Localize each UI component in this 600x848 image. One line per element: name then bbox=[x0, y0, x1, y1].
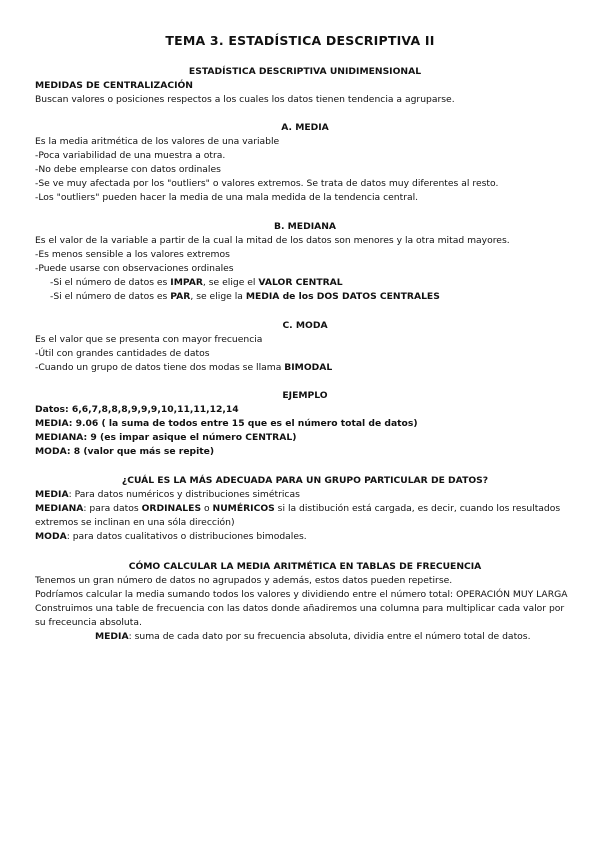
subtitle: ESTADÍSTICA DESCRIPTIVA UNIDIMENSIONAL bbox=[188, 66, 422, 77]
medidas-desc: Buscan valores o posiciones respectos a los cuales los datos tienen tendencia a agruparse. bbox=[35, 94, 455, 105]
cual-mediana-line bbox=[35, 502, 575, 530]
ejemplo-mediana: MEDIANA: 9 (es impar asique el número CENTRAL) bbox=[35, 432, 297, 443]
section-cual bbox=[35, 474, 575, 544]
ejemplo-media: MEDIA: 9.06 ( la suma de todos entre 15 que es el número total de datos) bbox=[35, 418, 418, 429]
moda-line-1: Es el valor que se presenta con mayor frecuencia bbox=[35, 334, 263, 345]
moda-heading: C. MODA bbox=[282, 320, 328, 331]
cual-heading: ¿CUÁL ES LA MÁS ADECUADA PARA UN GRUPO PARTICULAR DE DATOS? bbox=[121, 475, 489, 486]
como-line-1: Tenemos un gran número de datos no agrupados y además, estos datos pueden repetirse. bbox=[35, 575, 453, 586]
moda-line-3 bbox=[35, 361, 575, 375]
section-mediana bbox=[35, 220, 575, 304]
medidas-heading: MEDIDAS DE CENTRALIZACIÓN bbox=[35, 80, 193, 91]
media-line-5: -Los "outliers" pueden hacer la media de una mala medida de la tendencia central. bbox=[35, 192, 419, 203]
media-line-2: -Poca variabilidad de una muestra a otra. bbox=[35, 150, 226, 161]
mediana-l4-impar: IMPAR bbox=[170, 277, 203, 288]
media-heading: A. MEDIA bbox=[281, 122, 329, 133]
section-medidas bbox=[35, 79, 575, 107]
mediana-l5-par: PAR bbox=[170, 291, 191, 302]
como-line-3: Construimos una table de frecuencia con las datos donde añadiremos una columna para multiplicar cada valor por su freceuncia absoluta. bbox=[35, 603, 565, 628]
cual-mediana-text-c: o bbox=[201, 503, 213, 514]
cual-mediana-text-e: si la distibución está cargada, es decir, cuando los resultados extremos se inclinan en una sóla dirección) bbox=[35, 503, 561, 528]
mediana-line-1: Es el valor de la variable a partir de la cual la mitad de los datos son menores y la otra mitad mayores. bbox=[35, 235, 510, 246]
mediana-l4-text-a: -Si el número de datos es bbox=[50, 277, 171, 288]
cual-mediana-ordinales: ORDINALES bbox=[141, 503, 202, 514]
ejemplo-moda: MODA: 8 (valor que más se repite) bbox=[35, 446, 215, 457]
moda-l3-bimodal: BIMODAL bbox=[284, 362, 333, 373]
mediana-l4-text-c: , se elige el bbox=[202, 277, 259, 288]
media-line-3: -No debe emplearse con datos ordinales bbox=[35, 164, 221, 175]
media-line-1: Es la media aritmética de los valores de una variable bbox=[35, 136, 280, 147]
mediana-l5-text-c: , se elige la bbox=[190, 291, 246, 302]
page-title: TEMA 3. ESTADÍSTICA DESCRIPTIVA II bbox=[165, 33, 435, 48]
mediana-line-2: -Es menos sensible a los valores extremos bbox=[35, 249, 230, 260]
section-como bbox=[35, 560, 575, 644]
cual-media-label: MEDIA bbox=[35, 489, 69, 500]
como-line-4 bbox=[35, 630, 575, 644]
section-moda bbox=[35, 319, 575, 375]
section-media bbox=[35, 121, 575, 205]
mediana-heading: B. MEDIANA bbox=[273, 221, 337, 232]
mediana-l4-valor-central: VALOR CENTRAL bbox=[258, 277, 343, 288]
mediana-line-4 bbox=[35, 276, 575, 290]
media-line-4: -Se ve muy afectada por los "outliers" o valores extremos. Se trata de datos muy diferentes al resto. bbox=[35, 178, 499, 189]
section-ejemplo bbox=[35, 389, 575, 459]
cual-moda-line bbox=[35, 530, 575, 544]
cual-moda-label: MODA bbox=[35, 531, 67, 542]
mediana-l5-media-centrales: MEDIA de los DOS DATOS CENTRALES bbox=[245, 291, 440, 302]
cual-media-text: : Para datos numéricos y distribuciones simétricas bbox=[68, 489, 300, 500]
moda-l3-text: -Cuando un grupo de datos tiene dos modas se llama bbox=[35, 362, 285, 373]
como-line-2: Podríamos calcular la media sumando todos los valores y dividiendo entre el número total: OPERACIÓN MUY LARGA bbox=[35, 589, 568, 600]
como-media-label: MEDIA bbox=[95, 631, 129, 642]
como-media-text: : suma de cada dato por su frecuencia absoluta, dividia entre el número total de datos. bbox=[128, 631, 531, 642]
como-heading: CÓMO CALCULAR LA MEDIA ARITMÉTICA EN TABLAS DE FRECUENCIA bbox=[128, 561, 482, 572]
mediana-line-3: -Puede usarse con observaciones ordinales bbox=[35, 263, 234, 274]
cual-moda-text: : para datos cualitativos o distribuciones bimodales. bbox=[66, 531, 307, 542]
ejemplo-heading: EJEMPLO bbox=[282, 390, 328, 401]
cual-mediana-text-a: : para datos bbox=[83, 503, 142, 514]
mediana-l5-text-a: -Si el número de datos es bbox=[50, 291, 171, 302]
cual-media-line bbox=[35, 488, 575, 502]
cual-mediana-numericos: NUMÉRICOS bbox=[212, 503, 275, 514]
mediana-line-5 bbox=[35, 290, 575, 304]
moda-line-2: -Útil con grandes cantidades de datos bbox=[35, 348, 210, 359]
ejemplo-datos: Datos: 6,6,7,8,8,8,9,9,9,10,11,11,12,14 bbox=[35, 404, 239, 415]
cual-mediana-label: MEDIANA bbox=[35, 503, 84, 514]
